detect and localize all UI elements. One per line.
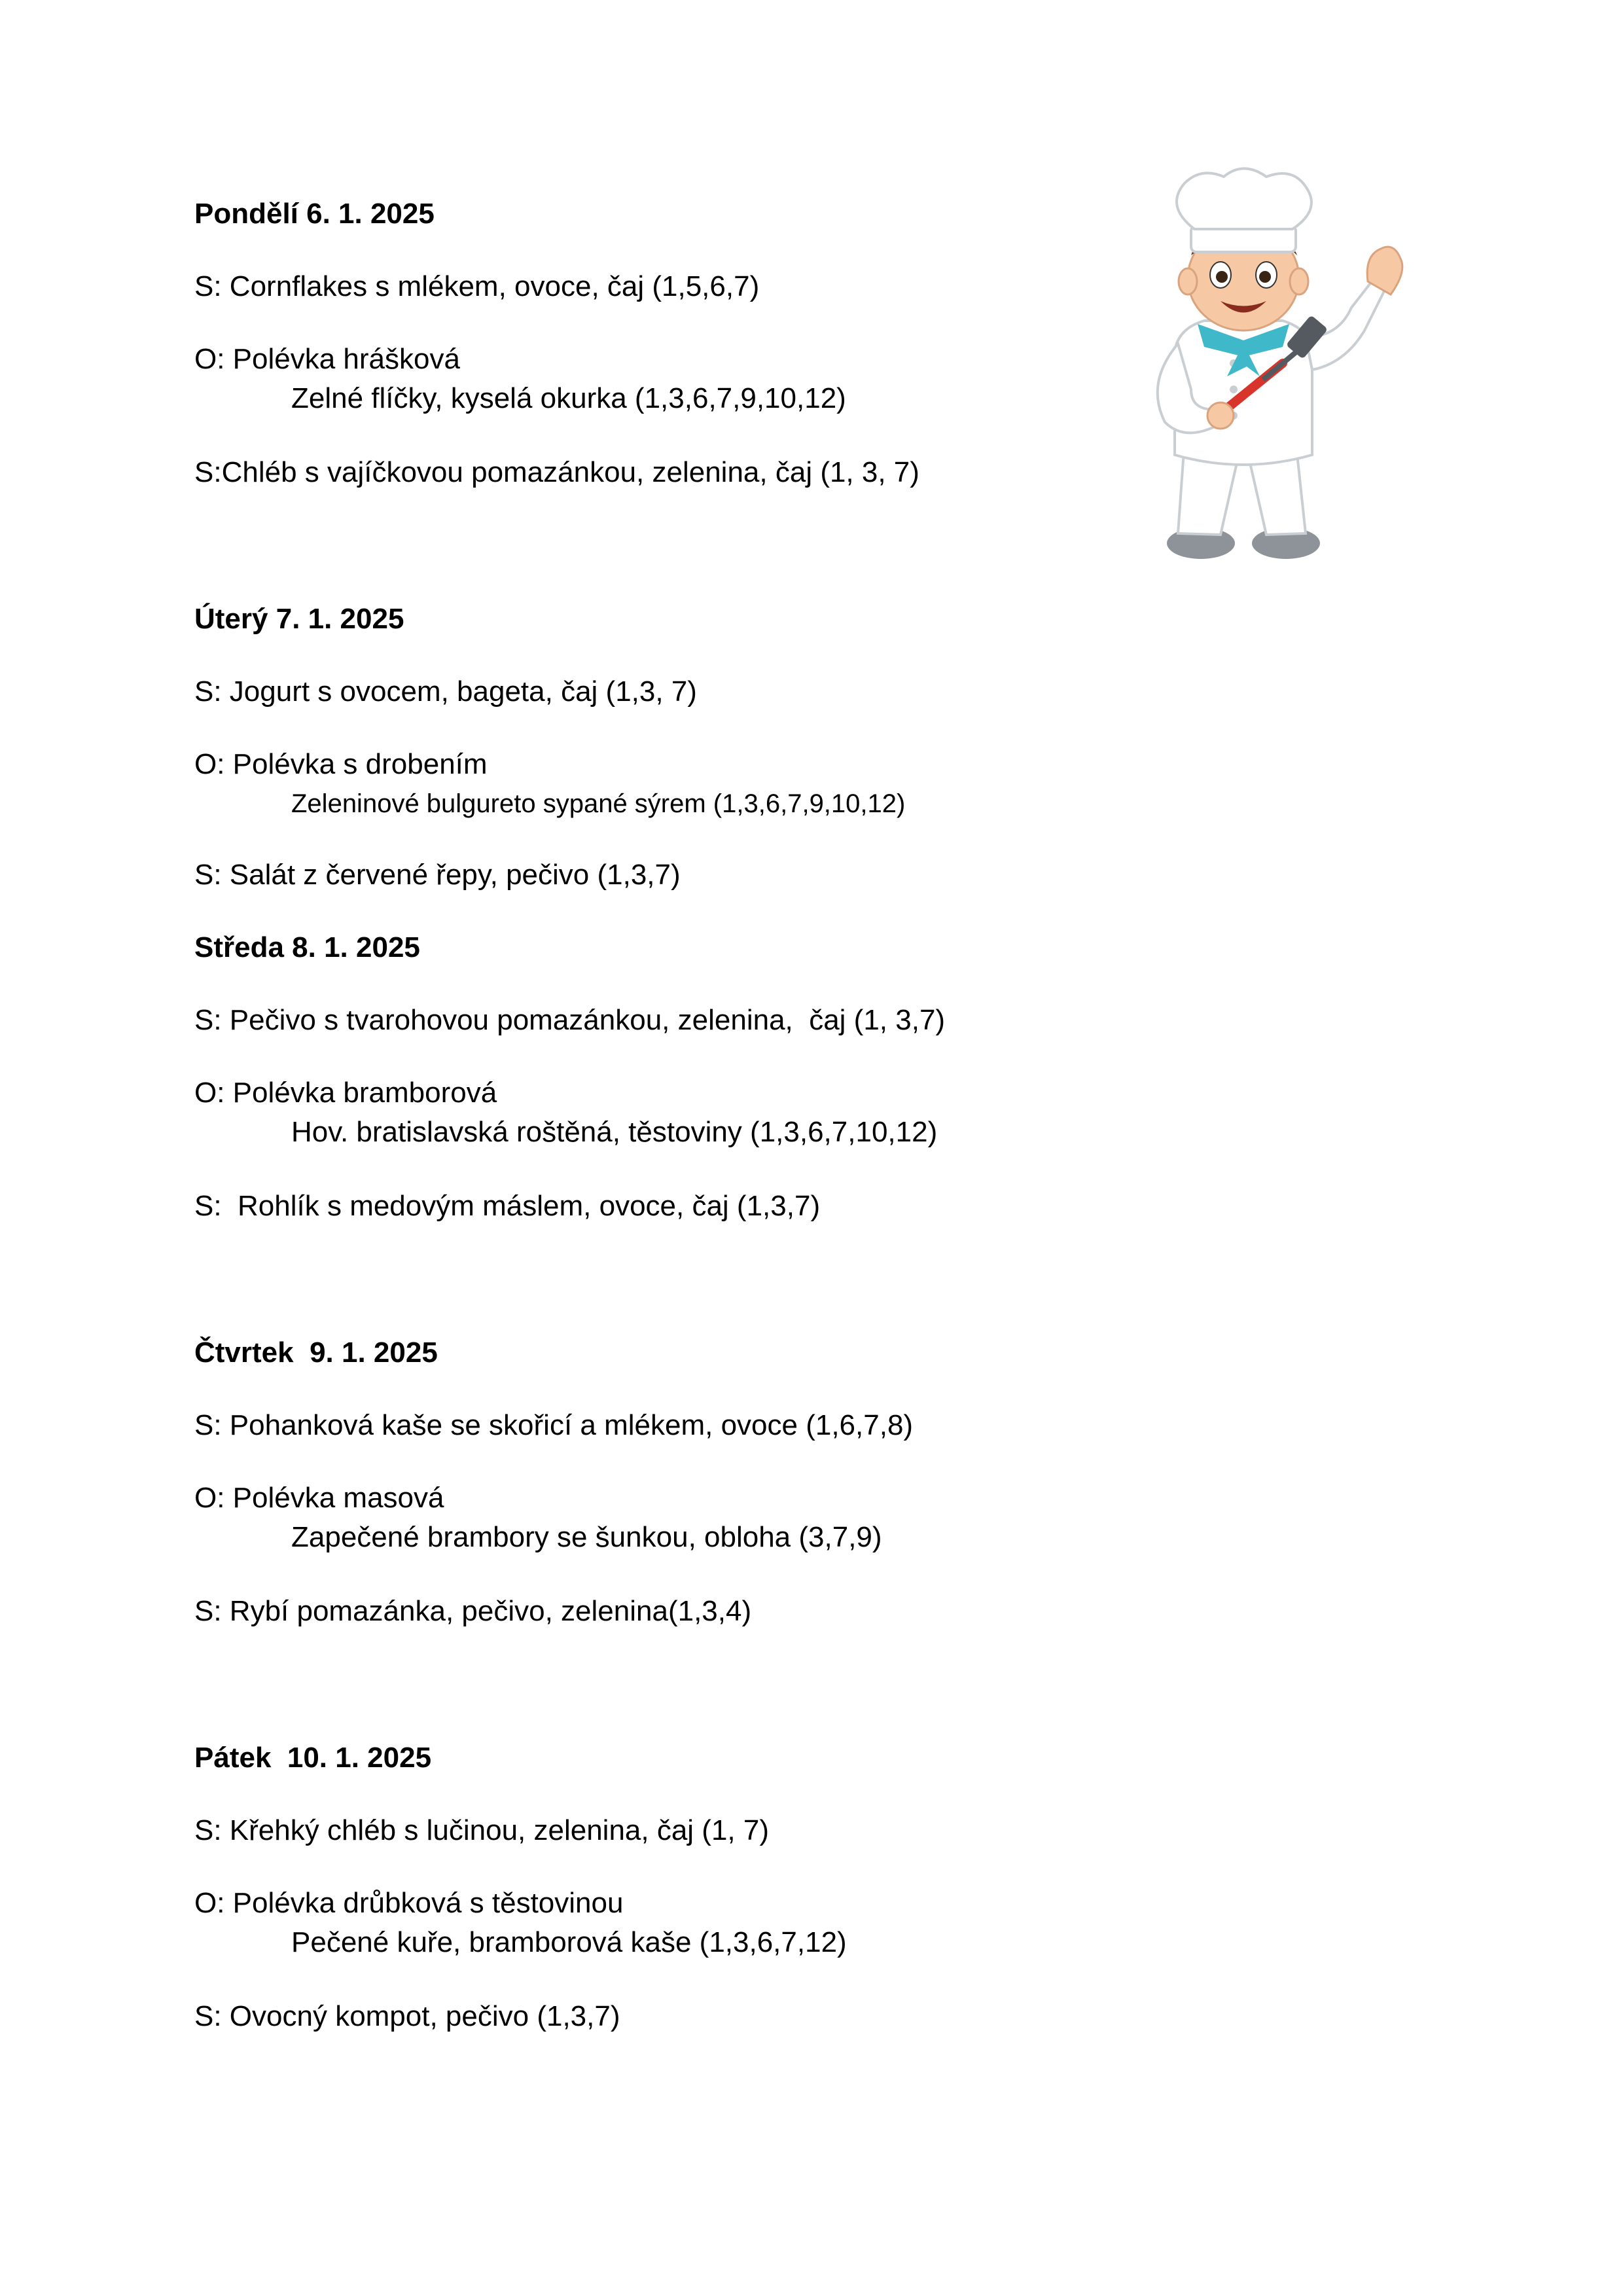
holding-hand: [1207, 403, 1234, 429]
jacket-button: [1230, 386, 1238, 393]
lunch-main-monday: Zelné flíčky, kyselá okurka (1,3,6,7,9,10,12): [291, 382, 846, 414]
snack-monday: S:Chléb s vajíčkovou pomazánkou, zelenina, čaj (1, 3, 7): [194, 456, 919, 488]
lunch-soup-tuesday: O: Polévka s drobením: [194, 748, 488, 780]
breakfast-monday: S: Cornflakes s mlékem, ovoce, čaj (1,5,6,7): [194, 270, 760, 302]
day-title-thursday: Čtvrtek 9. 1. 2025: [194, 1336, 438, 1369]
day-title-monday: Pondělí 6. 1. 2025: [194, 198, 435, 230]
breakfast-thursday: S: Pohanková kaše se skořicí a mlékem, ovoce (1,6,7,8): [194, 1409, 914, 1441]
lunch-soup-friday: O: Polévka drůbková s těstovinou: [194, 1887, 624, 1919]
day-title-friday: Pátek 10. 1. 2025: [194, 1742, 432, 1774]
lunch-soup-wednesday: O: Polévka bramborová: [194, 1077, 497, 1109]
lunch-soup-monday: O: Polévka hrášková: [194, 343, 460, 375]
lunch-soup-thursday: O: Polévka masová: [194, 1482, 444, 1514]
lunch-main-friday: Pečené kuře, bramborová kaše (1,3,6,7,12): [291, 1926, 847, 1958]
chef-hat: [1177, 169, 1311, 230]
lunch-main-tuesday: Zeleninové bulgureto sypané sýrem (1,3,6,7,9,10,12): [291, 789, 906, 818]
breakfast-tuesday: S: Jogurt s ovocem, bageta, čaj (1,3, 7): [194, 675, 697, 708]
breakfast-friday: S: Křehký chléb s lučinou, zelenina, čaj (1, 7): [194, 1814, 770, 1846]
snack-thursday: S: Rybí pomazánka, pečivo, zelenina(1,3,4): [194, 1595, 752, 1627]
lunch-main-wednesday: Hov. bratislavská roštěná, těstoviny (1,3,6,7,10,12): [291, 1116, 938, 1148]
lunch-main-thursday: Zapečené brambory se šunkou, obloha (3,7,9): [291, 1521, 882, 1553]
right-ear: [1290, 268, 1308, 295]
breakfast-wednesday: S: Pečivo s tvarohovou pomazánkou, zelenina, čaj (1, 3,7): [194, 1004, 946, 1036]
day-title-wednesday: Středa 8. 1. 2025: [194, 931, 420, 963]
left-pupil: [1216, 271, 1228, 283]
left-ear: [1179, 268, 1197, 295]
snack-tuesday: S: Salát z červené řepy, pečivo (1,3,7): [194, 859, 681, 891]
snack-friday: S: Ovocný kompot, pečivo (1,3,7): [194, 2000, 620, 2032]
chef-cartoon-icon: [1086, 167, 1427, 566]
day-title-tuesday: Úterý 7. 1. 2025: [194, 603, 404, 635]
right-pupil: [1259, 271, 1271, 283]
snack-wednesday: S: Rohlík s medovým máslem, ovoce, čaj (1,3,7): [194, 1190, 821, 1222]
